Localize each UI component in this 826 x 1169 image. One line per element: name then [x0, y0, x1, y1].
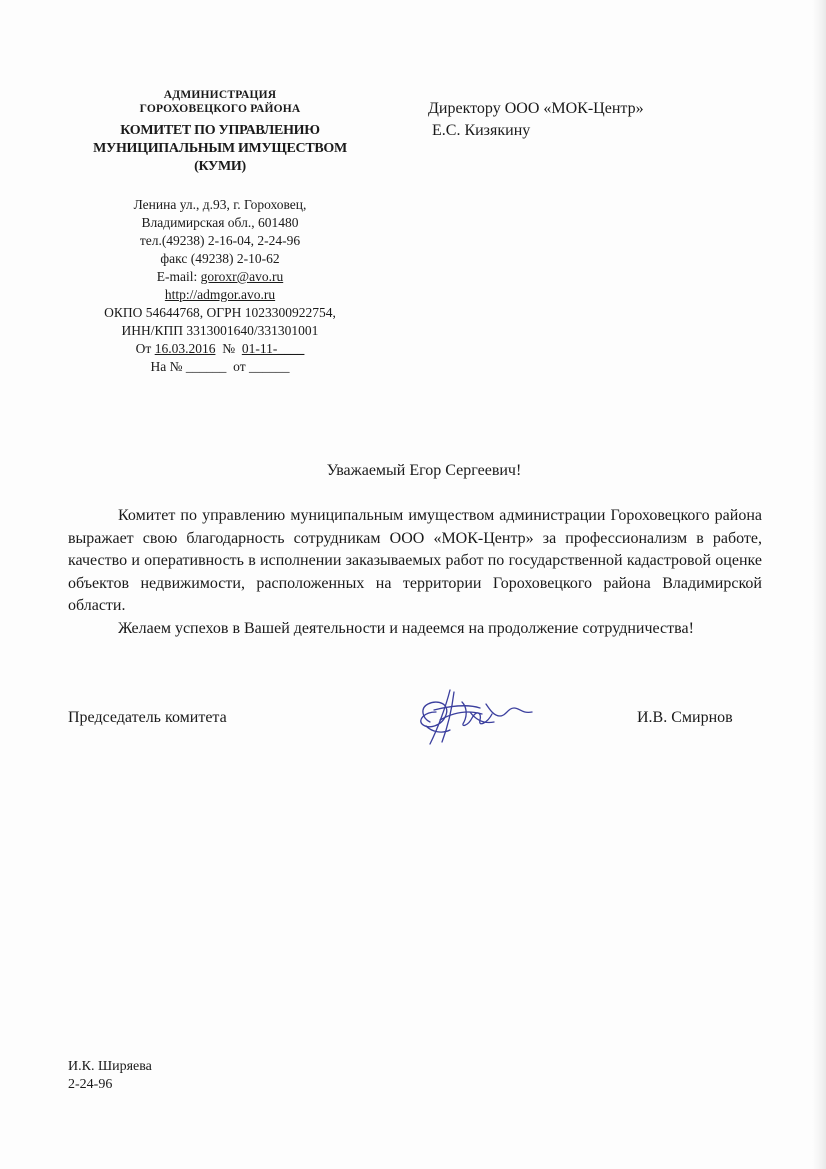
committee-line-1: КОМИТЕТ ПО УПРАВЛЕНИЮ — [120, 123, 320, 138]
contact-details — [60, 196, 380, 376]
signatory-name: И.В. Смирнов — [637, 709, 733, 726]
administration-name — [60, 88, 380, 116]
ref-from: от — [226, 359, 249, 374]
executor-info — [68, 1058, 152, 1094]
address-line-1: Ленина ул., д.93, г. Гороховец, — [133, 197, 307, 212]
executor-name: И.К. Ширяева — [68, 1059, 152, 1074]
email-link[interactable]: goroxr@avo.ru — [200, 269, 284, 284]
okpo-ogrn-line: ОКПО 54644768, ОГРН 1023300922754, — [104, 305, 336, 320]
website-line — [60, 286, 380, 304]
ref-prefix: На № — [150, 359, 186, 374]
page-edge-shadow — [812, 0, 826, 1169]
greeting: Уважаемый Егор Сергеевич! — [326, 462, 522, 479]
letterhead — [60, 88, 380, 376]
letter-body — [68, 505, 762, 641]
fax-line: факс (49238) 2-10-62 — [160, 251, 280, 266]
executor-phone: 2-24-96 — [68, 1077, 113, 1092]
inn-kpp-line: ИНН/КПП 3313001640/331301001 — [121, 323, 319, 338]
address-line-2: Владимирская обл., 601480 — [141, 215, 299, 230]
committee-line-3: (КУМИ) — [194, 159, 246, 174]
addressee-line-2: Е.С. Кизякину — [432, 122, 531, 139]
website-link[interactable]: http://admgor.avo.ru — [164, 287, 276, 302]
org-line-1: АДМИНИСТРАЦИЯ — [163, 89, 277, 101]
addressee-line-1: Директору ООО «МОК-Центр» — [428, 100, 644, 117]
handwritten-signature-icon — [410, 682, 535, 750]
addressee — [428, 98, 644, 142]
number-prefix: № — [215, 341, 242, 356]
body-paragraph-2: Желаем успехов в Вашей деятельности и надеемся на продолжение сотрудничества! — [118, 619, 694, 637]
outgoing-date: 16.03.2016 — [154, 341, 216, 356]
committee-line-2: МУНИЦИПАЛЬНЫМ ИМУЩЕСТВОМ — [93, 141, 347, 156]
ref-date-blank: ______ — [248, 359, 290, 374]
email-label: E-mail: — [156, 269, 201, 284]
org-line-2: ГОРОХОВЕЦКОГО РАЙОНА — [139, 103, 301, 115]
signatory-title: Председатель комитета — [68, 709, 227, 726]
reference-line — [60, 358, 380, 376]
phone-line: тел.(49238) 2-16-04, 2-24-96 — [139, 233, 301, 248]
outgoing-date-line — [60, 340, 380, 358]
ref-number-blank: ______ — [185, 359, 227, 374]
body-paragraph-1: Комитет по управлению муниципальным имуществом администрации Гороховецкого района выражает свою благодарность сотрудникам ООО «МОК-Центр» за профессионализм в работе, качество и оперативность в исполнении заказываемых работ по государственной кадастровой оценке объектов недвижимости, расположенных на территории Гороховецкого района Владимирской области. — [68, 507, 762, 615]
committee-name — [60, 122, 380, 176]
outgoing-number: 01-11-____ — [241, 341, 305, 356]
date-prefix: От — [135, 341, 155, 356]
email-line — [60, 268, 380, 286]
